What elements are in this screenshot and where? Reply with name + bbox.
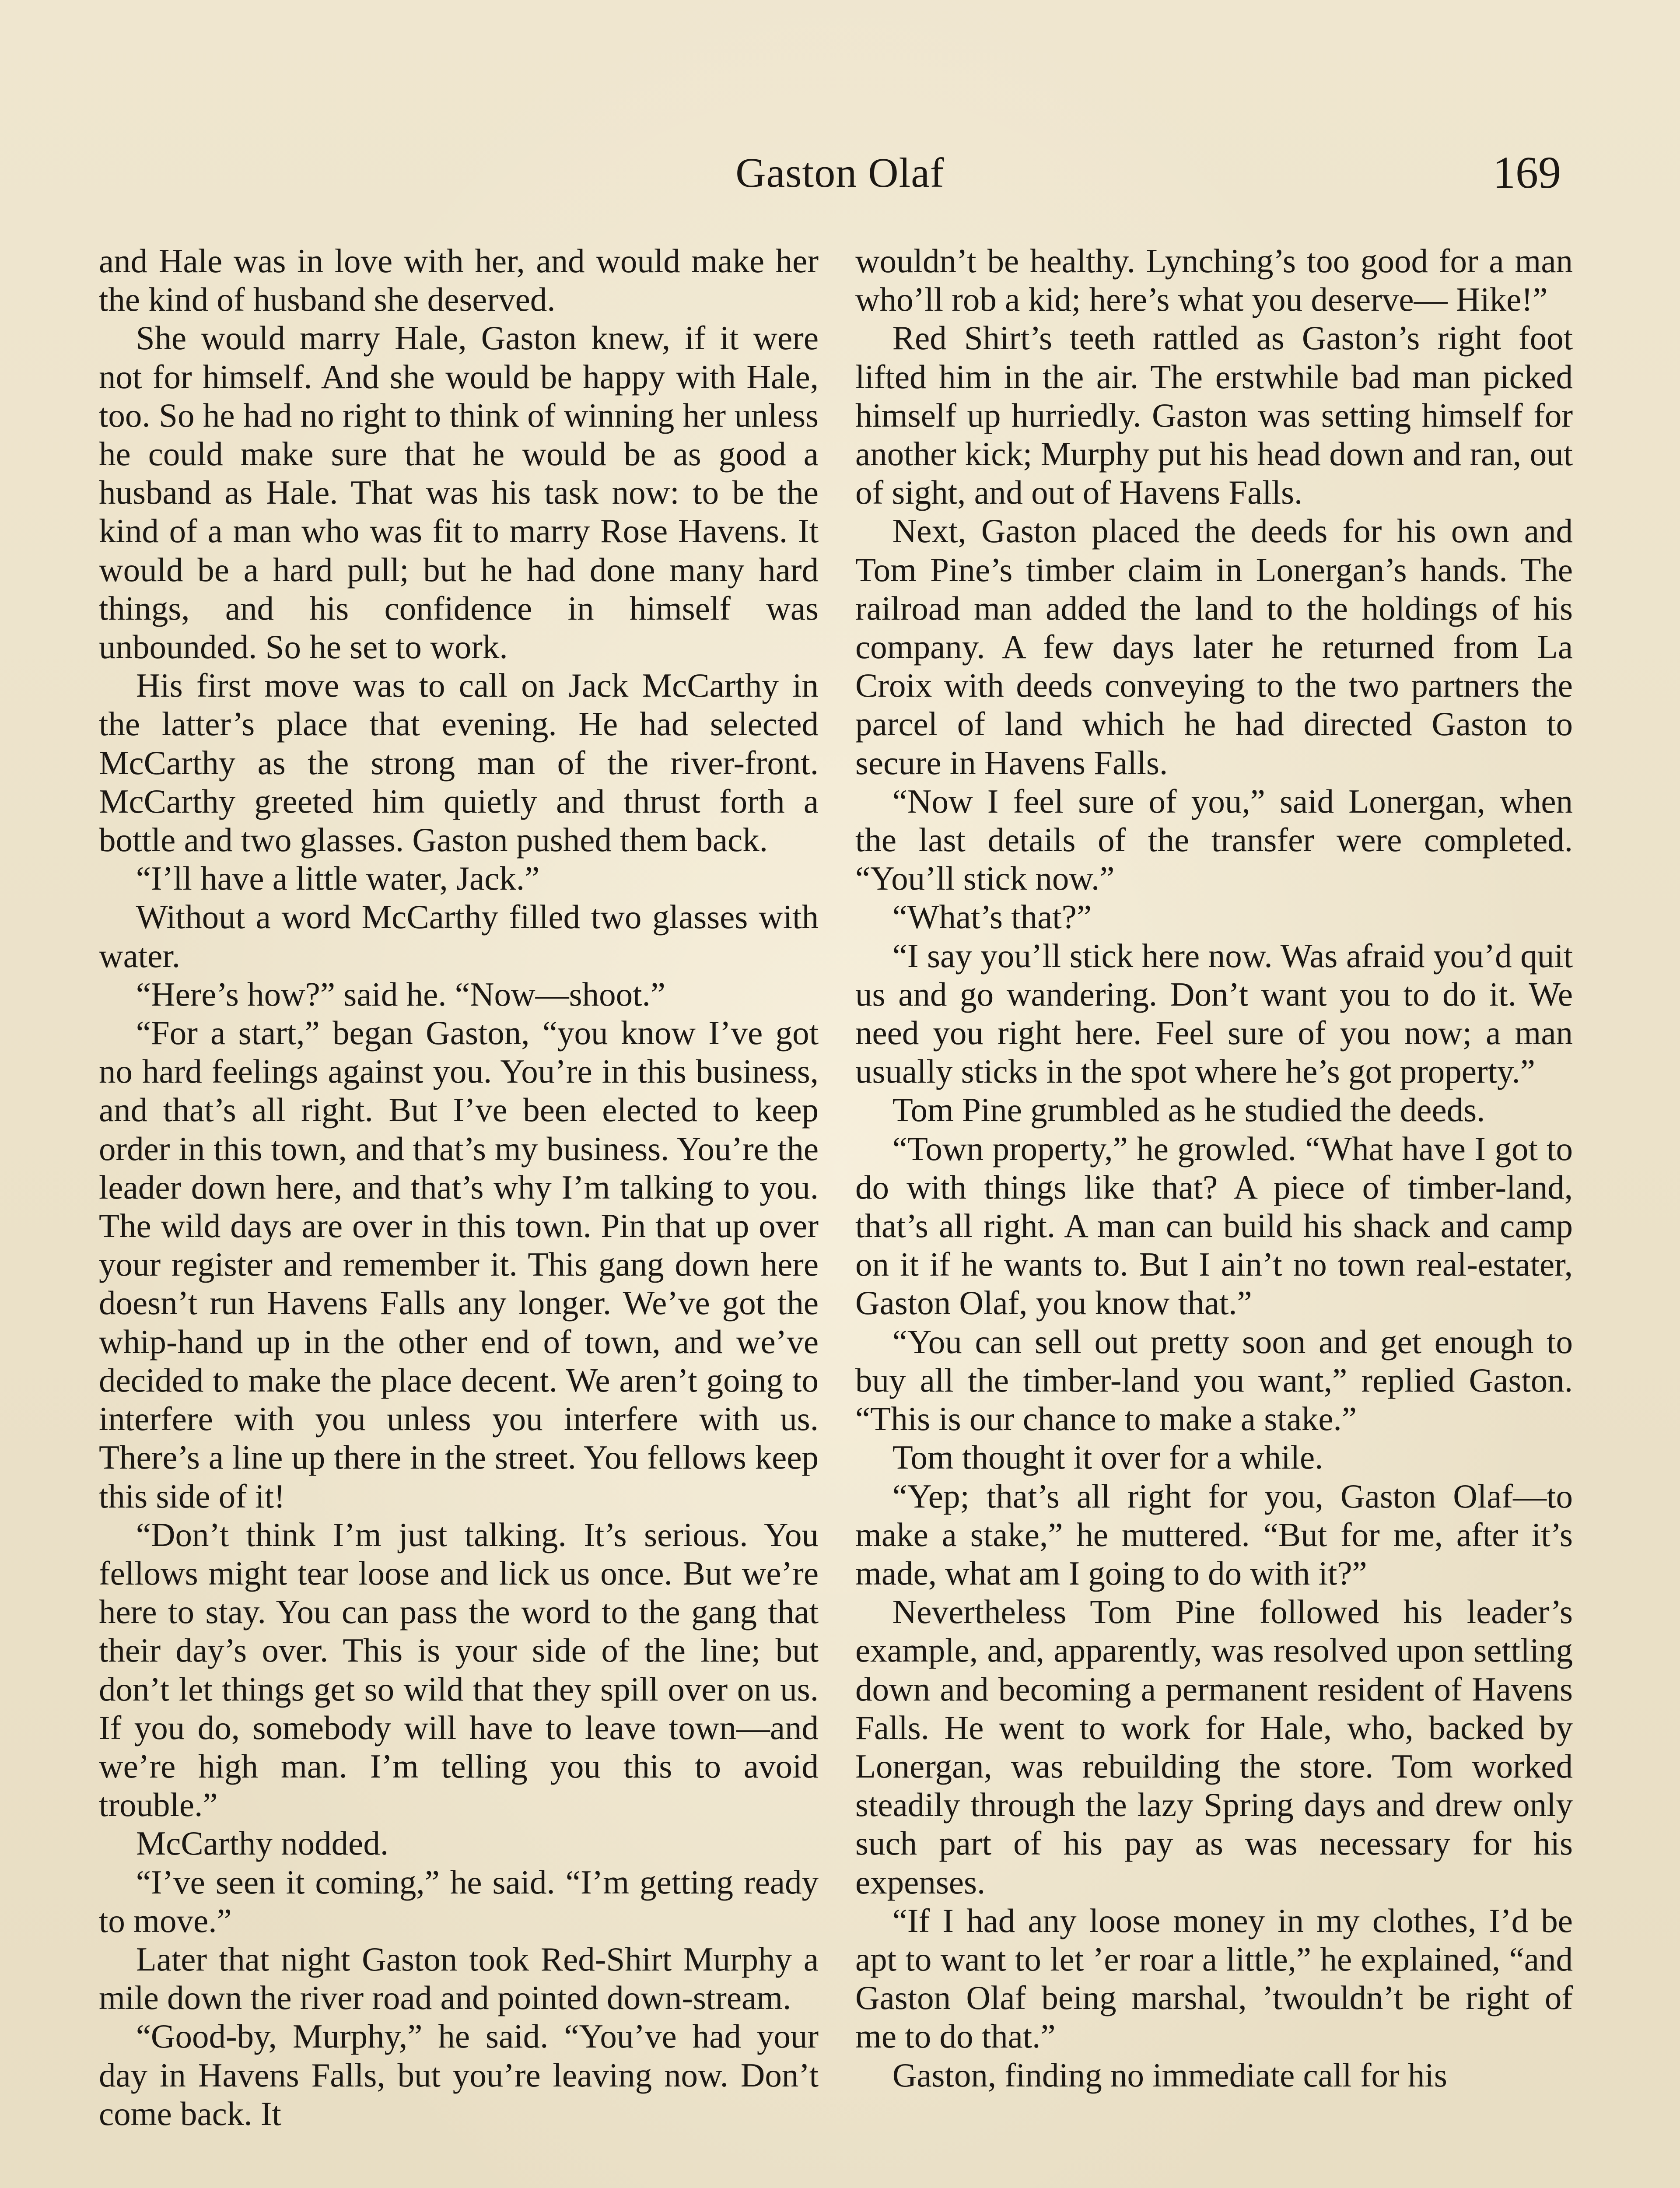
paragraph: “Good-by, Murphy,” he said. “You’ve had your day in Havens Falls, but you’re leaving now. Don’t come back. It: [99, 2017, 819, 2132]
paragraph: Nevertheless Tom Pine followed his leader’s example, and, apparently, was resolved upon settling down and becoming a permanent resident of Havens Falls. He went to work for Hale, who, backed by Lonergan, was rebuilding the store. Tom worked steadily through the lazy Spring days and drew only such part of his pay as was necessary for his expenses.: [855, 1593, 1573, 1901]
paragraph: “I’ve seen it coming,” he said. “I’m getting ready to move.”: [99, 1863, 819, 1939]
paragraph: “Now I feel sure of you,” said Lonergan, when the last details of the transfer were completed. “You’ll stick now.”: [855, 782, 1573, 898]
paragraph: “What’s that?”: [892, 898, 1092, 936]
paragraph: Later that night Gaston took Red-Shirt Murphy a mile down the river road and pointed down-stream.: [99, 1940, 819, 2017]
paragraph: “I’ll have a little water, Jack.”: [136, 859, 540, 898]
paragraph: and Hale was in love with her, and would make her the kind of husband she deserved.: [99, 242, 819, 319]
paragraph: wouldn’t be healthy. Lynching’s too good for a man who’ll rob a kid; here’s what you deserve— Hike!”: [855, 242, 1573, 319]
running-head: [0, 144, 1680, 201]
paragraph: “Town property,” he growled. “What have I got to do with things like that? A piece of timber-land, that’s all right. A man can build his shack and camp on it if he wants to. But I ain’t no town real-estater, Gaston Olaf, you know that.”: [855, 1129, 1573, 1322]
paragraph: McCarthy nodded.: [136, 1824, 389, 1862]
paragraph: Without a word McCarthy filled two glasses with water.: [99, 898, 819, 975]
running-title: Gaston Olaf: [735, 149, 945, 196]
paragraph: Red Shirt’s teeth rattled as Gaston’s right foot lifted him in the air. The erstwhile bad man picked himself up hurriedly. Gaston was setting himself for another kick; Murphy put his head down and ran, out of sight, and out of Havens Falls.: [855, 319, 1573, 512]
paragraph: She would marry Hale, Gaston knew, if it were not for himself. And she would be happy with Hale, too. So he had no right to think of winning her unless he could make sure that he would be as good a husband as Hale. That was his task now: to be the kind of a man who was fit to marry Rose Havens. It would be a hard pull; but he had done many hard things, and his confidence in himself was unbounded. So he set to work.: [99, 319, 819, 666]
paragraph: Next, Gaston placed the deeds for his own and Tom Pine’s timber claim in Lonergan’s hands. The railroad man added the land to the holdings of his company. A few days later he returned from La Croix with deeds conveying to the two partners the parcel of land which he had directed Gaston to secure in Havens Falls.: [855, 512, 1573, 782]
paragraph: Gaston, finding no immediate call for his: [892, 2056, 1447, 2094]
paragraph: Tom Pine grumbled as he studied the deeds.: [892, 1091, 1485, 1129]
right-column: [855, 242, 1573, 2188]
page-number: 169: [1493, 147, 1561, 198]
paragraph: “For a start,” began Gaston, “you know I’ve got no hard feelings against you. You’re in this business, and that’s all right. But I’ve been elected to keep order in this town, and that’s my business. You’re the leader down here, and that’s why I’m talking to you. The wild days are over in this town. Pin that up over your register and remember it. This gang down here doesn’t run Havens Falls any longer. We’ve got the whip-hand up in the other end of town, and we’ve decided to make the place decent. We aren’t going to interfere with you unless you interfere with us. There’s a line up there in the street. You fellows keep this side of it!: [99, 1014, 819, 1515]
paragraph: “Here’s how?” said he. “Now—shoot.”: [136, 975, 665, 1013]
paragraph: His first move was to call on Jack McCarthy in the latter’s place that evening. He had selected McCarthy as the strong man of the river-front. McCarthy greeted him quietly and thrust forth a bottle and two glasses. Gaston pushed them back.: [99, 666, 819, 859]
paragraph: “I say you’ll stick here now. Was afraid you’d quit us and go wandering. Don’t want you to do it. We need you right here. Feel sure of you now; a man usually sticks in the spot where he’s got property.”: [855, 936, 1573, 1090]
paragraph: Tom thought it over for a while.: [892, 1438, 1323, 1476]
paragraph: “If I had any loose money in my clothes, I’d be apt to want to let ’er roar a little,” he explained, “and Gaston Olaf being marshal, ’twouldn’t be right of me to do that.”: [855, 1901, 1573, 2055]
left-column: [99, 242, 819, 2188]
paragraph: “Don’t think I’m just talking. It’s serious. You fellows might tear loose and lick us once. But we’re here to stay. You can pass the word to the gang that their day’s over. This is your side of the line; but don’t let things get so wild that they spill over on us. If you do, somebody will have to leave town—and we’re high man. I’m telling you this to avoid trouble.”: [99, 1515, 819, 1824]
paragraph: “You can sell out pretty soon and get enough to buy all the timber-land you want,” replied Gaston. “This is our chance to make a stake.”: [855, 1322, 1573, 1438]
paragraph: “Yep; that’s all right for you, Gaston Olaf—to make a stake,” he muttered. “But for me, after it’s made, what am I going to do with it?”: [855, 1477, 1573, 1592]
